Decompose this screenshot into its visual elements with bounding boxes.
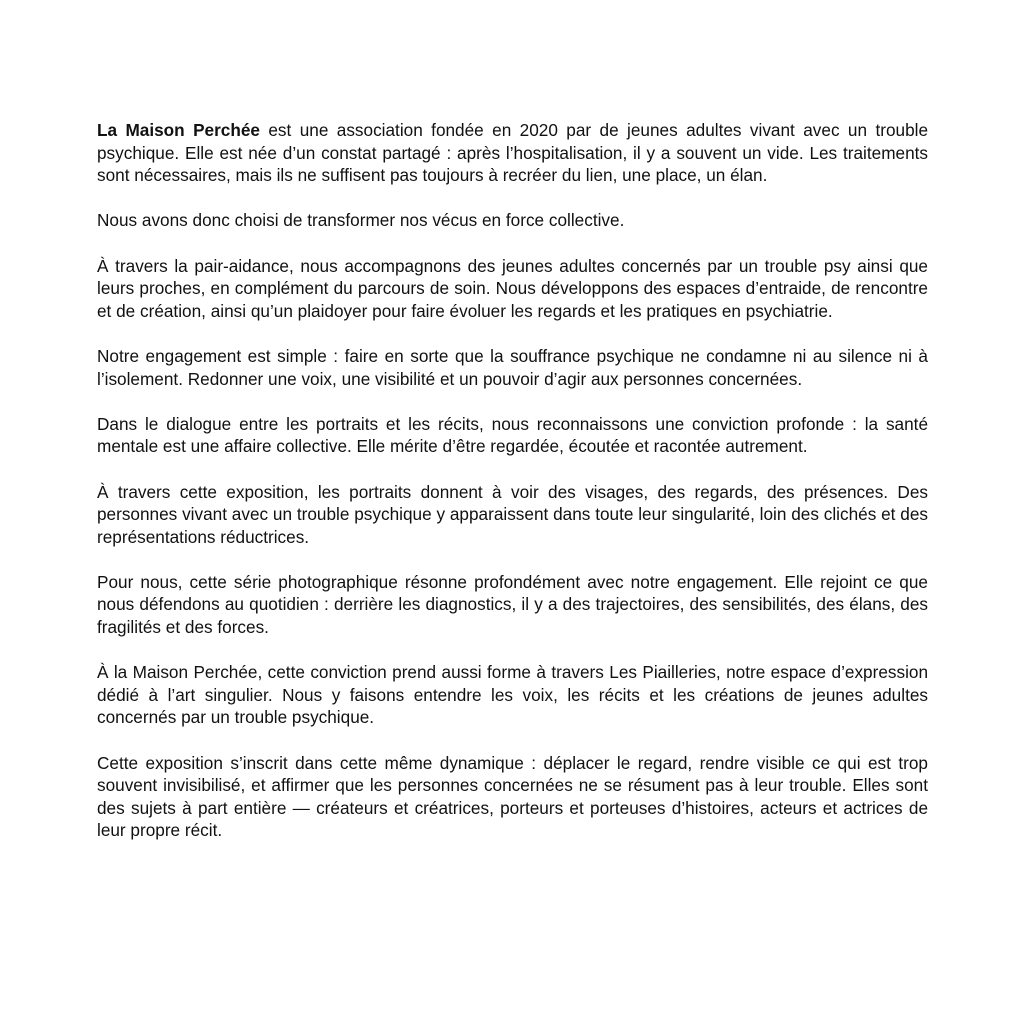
paragraph-intro bbox=[97, 119, 928, 187]
paragraph-exposition-portraits: À travers cette exposition, les portraits donnent à voir des visages, des regards, des présences. Des personnes vivant avec un trouble psychique y apparaissent dans toute leur singularité, loin des clichés et des représentations réductrices. bbox=[97, 481, 928, 547]
paragraph-photo-series: Pour nous, cette série photographique résonne profondément avec notre engagement. Elle rejoint ce que nous défendons au quotidien : derrière les diagnostics, il y a des trajectoires, des sensibilités, des élans, des fragilités et des forces. bbox=[97, 571, 928, 638]
paragraph-collective-force: Nous avons donc choisi de transformer nos vécus en force collective. bbox=[97, 210, 625, 231]
intro-text: est une association fondée en 2020 par de jeunes adultes vivant avec un trouble psychique. Elle est née d’un constat partagé : après l’hospitalisation, il y a souvent un vide. Les traitements sont nécessaires, mais ils ne suffisent pas toujours à recréer du lien, une place, un élan. bbox=[97, 120, 929, 186]
document-body bbox=[97, 119, 928, 865]
paragraph-dialogue: Dans le dialogue entre les portraits et les récits, nous reconnaissons une conviction profonde : la santé mentale est une affaire collective. Elle mérite d’être regardée, écoutée et racontée autrement. bbox=[97, 413, 928, 457]
paragraph-piailleries: À la Maison Perchée, cette conviction prend aussi forme à travers Les Piailleries, notre espace d’expression dédié à l’art singulier. Nous y faisons entendre les voix, les récits et les créations de jeunes adultes concernés par un trouble psychique. bbox=[97, 662, 928, 728]
paragraph-engagement: Notre engagement est simple : faire en sorte que la souffrance psychique ne condamne ni au silence ni à l’isolement. Redonner une voix, une visibilité et un pouvoir d’agir aux personnes concernées. bbox=[97, 345, 928, 389]
paragraph-dynamique: Cette exposition s’inscrit dans cette même dynamique : déplacer le regard, rendre visible ce qui est trop souvent invisibilisé, et affirmer que les personnes concernées ne se résument pas à leur trouble. Elles sont des sujets à part entière — créateurs et créatrices, porteurs et porteuses d’histoires, acteurs et actrices de leur propre récit. bbox=[97, 752, 928, 841]
organization-name: La Maison Perchée bbox=[97, 120, 260, 140]
paragraph-pair-aidance: À travers la pair-aidance, nous accompagnons des jeunes adultes concernés par un trouble psy ainsi que leurs proches, en complément du parcours de soin. Nous développons des espaces d’entraide, de rencontre et de création, ainsi qu’un plaidoyer pour faire évoluer les regards et les pratiques en psychiatrie. bbox=[97, 255, 928, 321]
